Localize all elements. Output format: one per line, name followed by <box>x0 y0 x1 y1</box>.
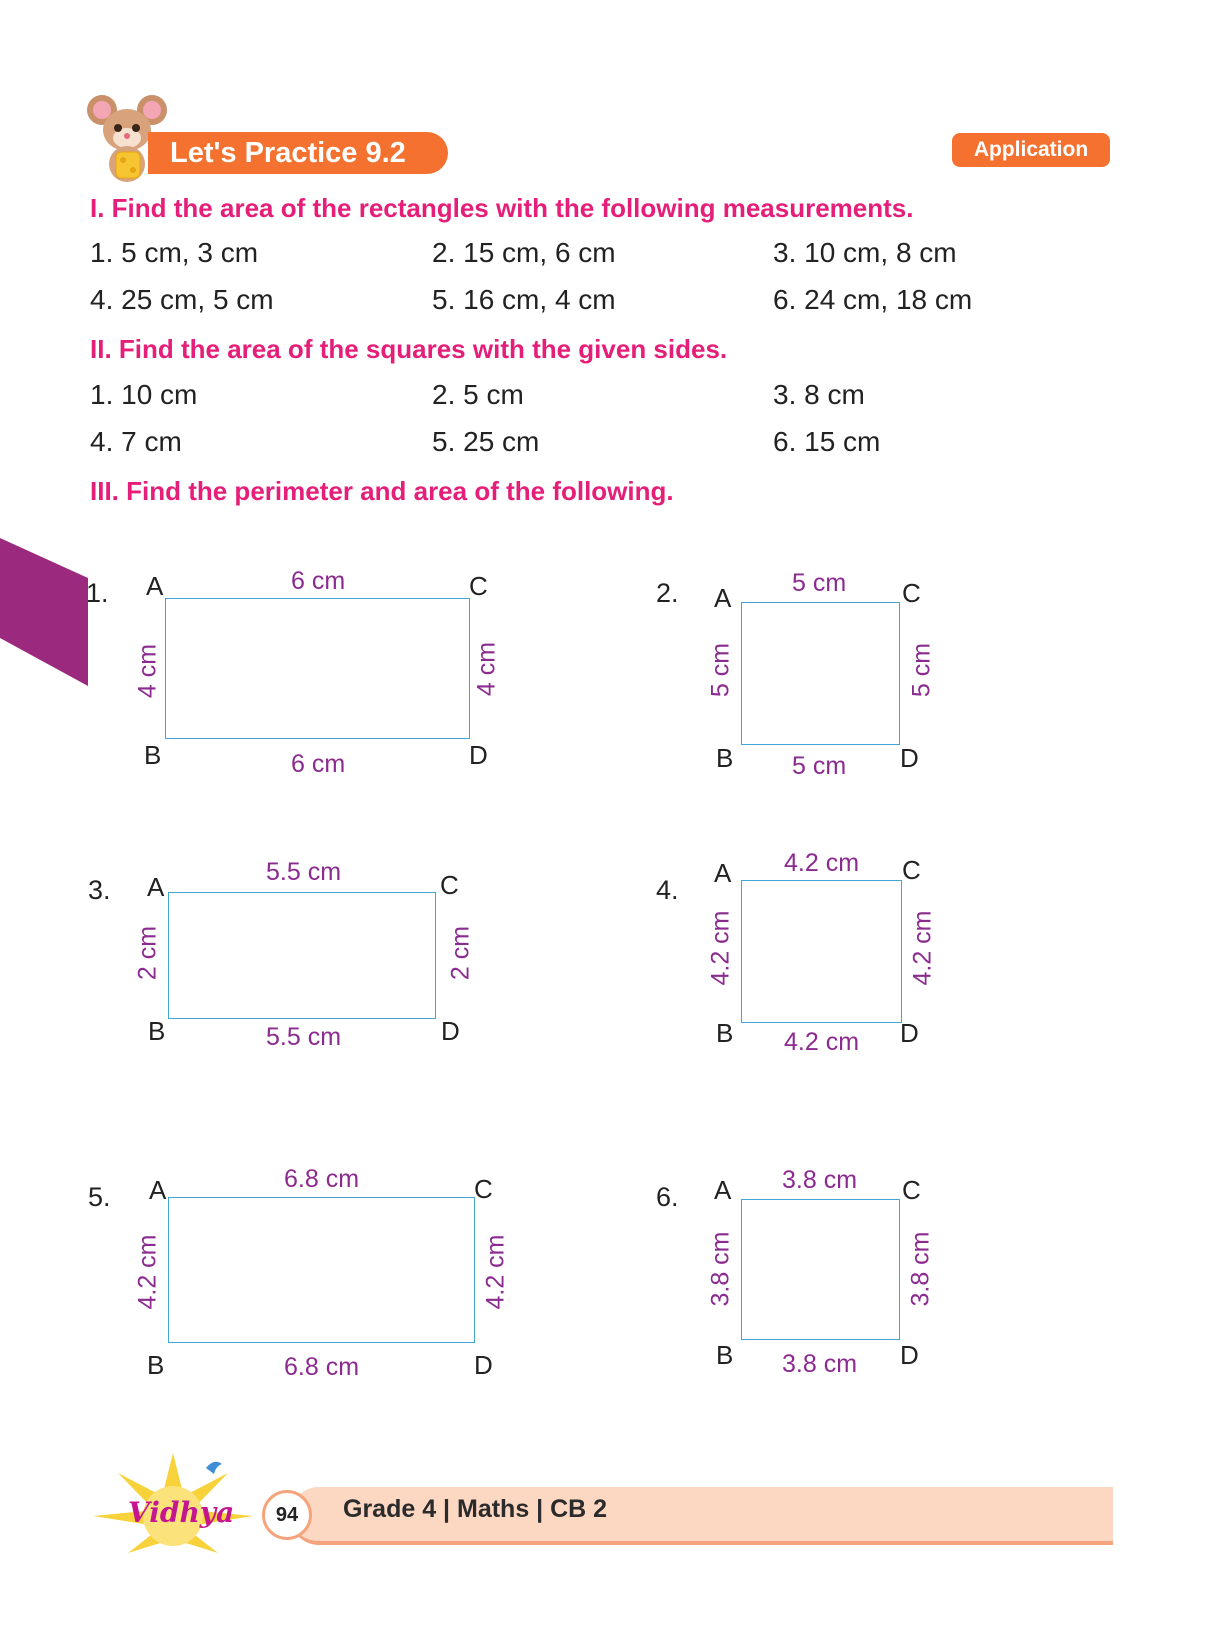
figure-square <box>741 880 902 1023</box>
section2-heading: II. Find the area of the squares with the given sides. <box>90 334 728 364</box>
vertex-label: B <box>147 1350 165 1380</box>
vertex-label: D <box>441 1016 460 1046</box>
section1-heading: I. Find the area of the rectangles with the following measurements. <box>90 193 914 223</box>
vertex-label: A <box>149 1175 167 1205</box>
section2-item: 6. 15 cm <box>773 426 881 457</box>
section1-item: 4. 25 cm, 5 cm <box>90 284 274 315</box>
figure-number: 2. <box>656 578 679 608</box>
vertex-label: B <box>716 1018 734 1048</box>
figure-number: 3. <box>88 875 111 905</box>
section1-item: 2. 15 cm, 6 cm <box>432 237 616 268</box>
vertex-label: D <box>469 740 488 770</box>
practice-title: Let's Practice 9.2 <box>170 137 406 169</box>
vertex-label: C <box>902 855 921 885</box>
vertex-label: D <box>900 1018 919 1048</box>
vertex-label: D <box>900 743 919 773</box>
vertex-label: B <box>716 743 734 773</box>
top-length-label: 5 cm <box>792 569 847 597</box>
right-length-label: 4.2 cm <box>481 1234 510 1310</box>
bottom-length-label: 6.8 cm <box>284 1353 360 1381</box>
top-length-label: 5.5 cm <box>266 858 342 886</box>
footer-book-info: Grade 4 | Maths | CB 2 <box>343 1495 608 1523</box>
figure-number: 4. <box>656 875 679 905</box>
left-length-label: 2 cm <box>133 925 162 981</box>
bottom-length-label: 5.5 cm <box>266 1023 342 1051</box>
right-length-label: 2 cm <box>446 925 475 981</box>
vertex-label: C <box>440 870 459 900</box>
figure-number: 6. <box>656 1182 679 1212</box>
section2-item: 4. 7 cm <box>90 426 182 457</box>
left-length-label: 4.2 cm <box>706 910 735 986</box>
left-length-label: 4 cm <box>133 643 162 699</box>
top-length-label: 6 cm <box>291 567 346 595</box>
vertex-label: A <box>714 583 732 613</box>
vertex-label: A <box>146 571 164 601</box>
section3-heading: III. Find the perimeter and area of the following. <box>90 476 674 506</box>
vertex-label: B <box>144 740 162 770</box>
section2-item: 1. 10 cm <box>90 379 198 410</box>
vertex-label: C <box>469 571 488 601</box>
left-length-label: 3.8 cm <box>706 1231 735 1307</box>
bottom-length-label: 4.2 cm <box>784 1028 860 1056</box>
vidhya-logo-text: Vidhya <box>128 1496 235 1529</box>
figure-rectangle <box>168 892 436 1019</box>
left-length-label: 5 cm <box>706 642 735 698</box>
vertex-label: C <box>902 1175 921 1205</box>
top-length-label: 6.8 cm <box>284 1165 360 1193</box>
figure-square <box>741 1199 900 1340</box>
bottom-length-label: 3.8 cm <box>782 1350 858 1378</box>
vertex-label: D <box>900 1340 919 1370</box>
section2-item: 2. 5 cm <box>432 379 524 410</box>
section1-item: 6. 24 cm, 18 cm <box>773 284 973 315</box>
figure-rectangle <box>165 598 470 739</box>
section2-item: 3. 8 cm <box>773 379 865 410</box>
left-length-label: 4.2 cm <box>133 1234 162 1310</box>
page-number: 94 <box>262 1490 312 1540</box>
vertex-label: B <box>716 1340 734 1370</box>
figure-rectangle <box>168 1197 475 1343</box>
vertex-label: C <box>474 1174 493 1204</box>
section1-item: 5. 16 cm, 4 cm <box>432 284 616 315</box>
top-length-label: 3.8 cm <box>782 1166 858 1194</box>
top-length-label: 4.2 cm <box>784 849 860 877</box>
section2-item: 5. 25 cm <box>432 426 540 457</box>
right-length-label: 5 cm <box>907 642 936 698</box>
vertex-label: A <box>714 1175 732 1205</box>
section1-item: 3. 10 cm, 8 cm <box>773 237 957 268</box>
figure-number: 5. <box>88 1182 111 1212</box>
application-badge: Application <box>952 133 1110 167</box>
vertex-label: D <box>474 1350 493 1380</box>
vertex-label: C <box>902 578 921 608</box>
right-length-label: 4 cm <box>472 641 501 697</box>
side-tab-decoration <box>0 538 88 686</box>
figure-square <box>741 602 900 745</box>
vertex-label: A <box>714 858 732 888</box>
vertex-label: A <box>147 872 165 902</box>
right-length-label: 4.2 cm <box>908 910 937 986</box>
bottom-length-label: 6 cm <box>291 750 346 778</box>
practice-title-banner <box>148 132 448 174</box>
right-length-label: 3.8 cm <box>906 1231 935 1307</box>
section1-item: 1. 5 cm, 3 cm <box>90 237 259 268</box>
vertex-label: B <box>148 1016 166 1046</box>
bottom-length-label: 5 cm <box>792 752 847 780</box>
figure-number: 1. <box>86 578 109 608</box>
